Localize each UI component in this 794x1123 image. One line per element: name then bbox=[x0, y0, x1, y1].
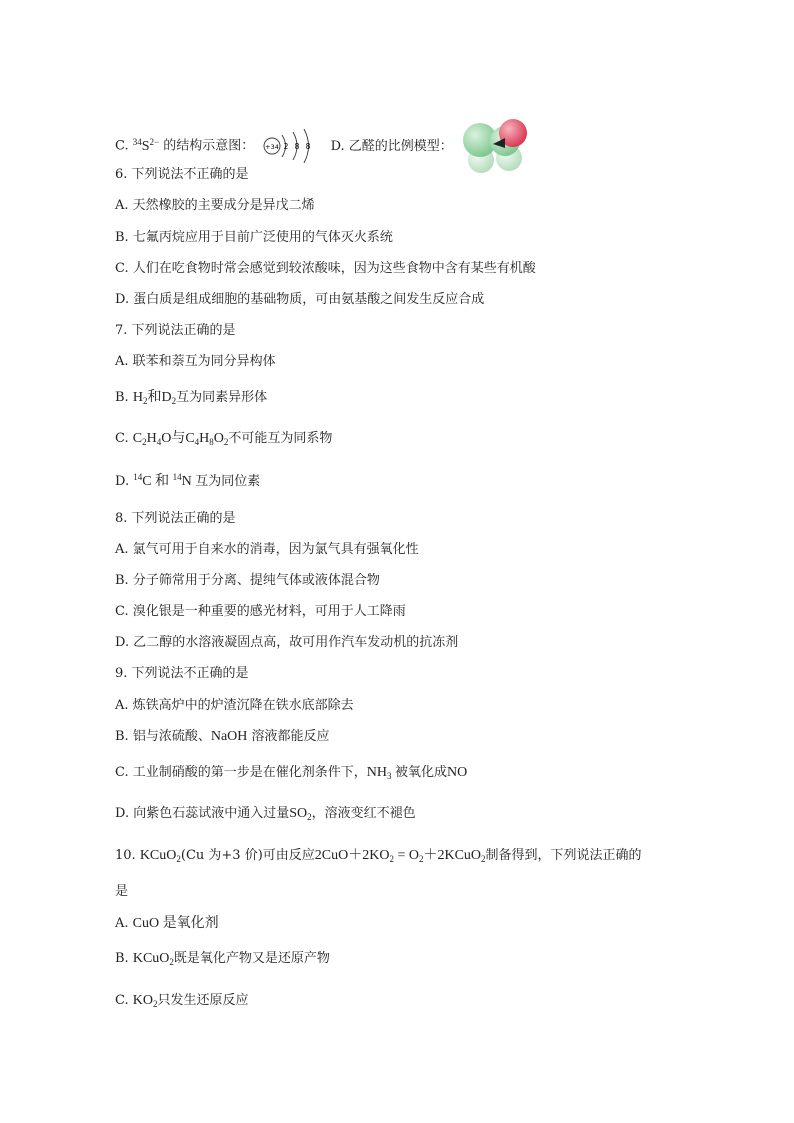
q5-option-c-text: 的结构示意图： bbox=[163, 138, 255, 154]
q10-stem: 10. KCuO$_2$(Cu 为+3 价)可由反应$2CuO+2KO_2$ = $O_2+2KCuO_2$制备得到，下列说法正确的 bbox=[115, 848, 642, 864]
q9-option-d: D. 向紫色石蕊试液中通入过量$SO_2$，溶液变红不褪色 bbox=[115, 806, 416, 822]
q5-sulfide-ion: $^{34}S^{2-}$ bbox=[132, 136, 160, 154]
q7-option-b: B. $H_2$和$D_2$互为同素异形体 bbox=[115, 390, 268, 406]
q9-option-a: A. 炼铁高炉中的炉渣沉降在铁水底部除去 bbox=[115, 698, 354, 713]
q10-option-c: C. $KO_2$只发生还原反应 bbox=[115, 993, 249, 1009]
q9-option-b: B. 铝与浓硫酸、NaOH 溶液都能反应 bbox=[115, 729, 330, 744]
q5-option-d-text: D. 乙醛的比例模型： bbox=[330, 138, 453, 154]
shell-electrons-3: 8 bbox=[306, 142, 311, 151]
q8-option-d: D. 乙二醇的水溶液凝固点高，故可用作汽车发动机的抗冻剂 bbox=[115, 635, 459, 650]
q7-option-c: C. $C_2H_4O$与$C_4H_8O_2$不可能互为同系物 bbox=[115, 431, 333, 447]
q6-option-a: A. 天然橡胶的主要成分是异戊二烯 bbox=[115, 198, 315, 213]
sulfide-ion-structure-diagram bbox=[262, 127, 320, 165]
q10-option-a: A. CuO 是氧化剂 bbox=[115, 916, 219, 931]
q6-option-c: C. 人们在吃食物时常会感觉到较浓酸味，因为这些食物中含有某些有机酸 bbox=[115, 261, 536, 276]
q7-option-a: A. 联苯和萘互为同分异构体 bbox=[115, 354, 276, 369]
q8-stem: 8. 下列说法正确的是 bbox=[115, 511, 236, 526]
q7-option-d: D. $^{14}$C 和 $^{14}$N 互为同位素 bbox=[115, 472, 261, 489]
q10-option-b: B. KCuO$_2$既是氧化产物又是还原产物 bbox=[115, 951, 330, 967]
shell-electrons-2: 8 bbox=[295, 142, 300, 151]
q5-options-row bbox=[115, 118, 533, 174]
q6-stem: 6. 下列说法不正确的是 bbox=[115, 167, 249, 182]
acetaldehyde-space-filling-model bbox=[461, 118, 533, 174]
q10-stem-continued: 是 bbox=[115, 884, 129, 899]
q5-option-c-prefix: C. bbox=[115, 138, 133, 154]
q8-option-c: C. 溴化银是一种重要的感光材料，可用于人工降雨 bbox=[115, 604, 406, 619]
q6-option-b: B. 七氟丙烷应用于目前广泛使用的气体灭火系统 bbox=[115, 230, 393, 245]
q6-option-d: D. 蛋白质是组成细胞的基础物质，可由氨基酸之间发生反应合成 bbox=[115, 292, 485, 307]
q9-stem: 9. 下列说法不正确的是 bbox=[115, 666, 249, 681]
q8-option-a: A. 氯气可用于自来水的消毒，因为氯气具有强氧化性 bbox=[115, 542, 419, 557]
q9-option-c: C. 工业制硝酸的第一步是在催化剂条件下，$NH_3$ 被氧化成NO bbox=[115, 765, 468, 781]
nucleus-charge: +34 bbox=[265, 143, 280, 151]
q8-option-b: B. 分子筛常用于分离、提纯气体或液体混合物 bbox=[115, 573, 380, 588]
q7-stem: 7. 下列说法正确的是 bbox=[115, 323, 236, 338]
shell-electrons-1: 2 bbox=[284, 142, 289, 151]
